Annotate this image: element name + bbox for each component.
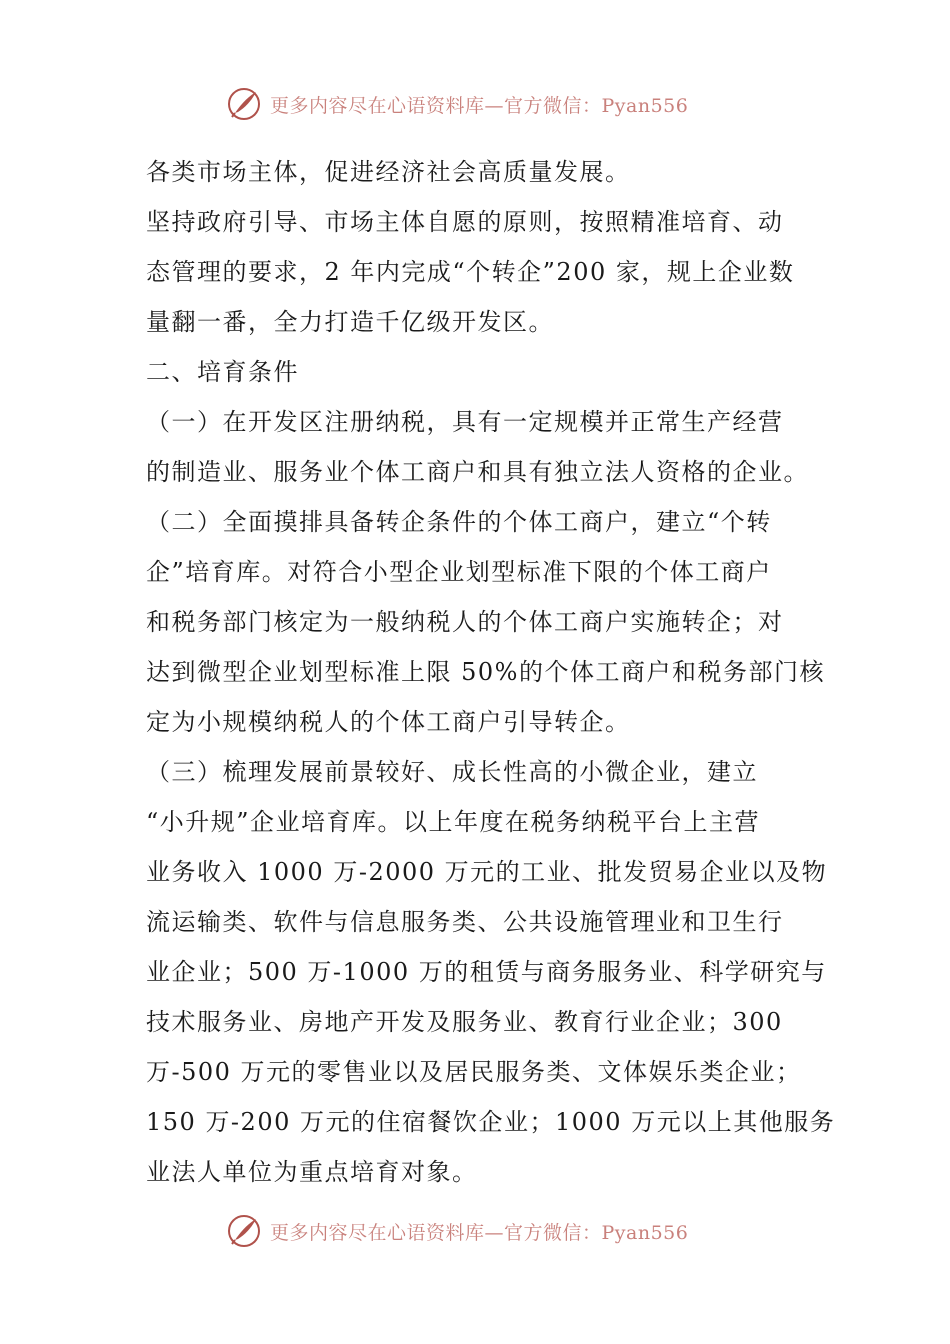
body-line: 各类市场主体，促进经济社会高质量发展。 [146,158,631,186]
body-line: 万-500 万元的零售业以及居民服务类、文体娱乐类企业； [146,1058,802,1086]
quill-pen-logo-icon [226,1213,262,1249]
footer-watermark-text: 更多内容尽在心语资料库—官方微信：Pyan556 [270,1221,689,1244]
body-line: 业务收入 1000 万-2000 万元的工业、批发贸易企业以及物 [146,858,828,886]
body-line: 态管理的要求，2 年内完成“个转企”200 家，规上企业数 [146,258,795,286]
body-line: 150 万-200 万元的住宿餐饮企业；1000 万元以上其他服务 [146,1108,836,1136]
body-line: 的制造业、服务业个体工商户和具有独立法人资格的企业。 [146,458,809,486]
body-line: 坚持政府引导、市场主体自愿的原则，按照精准培育、动 [146,208,784,236]
quill-pen-logo-icon [226,86,262,122]
body-line: 企”培育库。对符合小型企业划型标准下限的个体工商户 [146,558,772,586]
body-line: （二）全面摸排具备转企条件的个体工商户，建立“个转 [146,508,772,536]
body-line: 和税务部门核定为一般纳税人的个体工商户实施转企；对 [146,608,784,636]
body-line: 达到微型企业划型标准上限 50%的个体工商户和税务部门核 [146,658,825,686]
body-line: “小升规”企业培育库。以上年度在税务纳税平台上主营 [146,808,761,836]
body-line: 业法人单位为重点培育对象。 [146,1158,478,1186]
header-watermark-text: 更多内容尽在心语资料库—官方微信：Pyan556 [270,94,689,117]
body-line: 定为小规模纳税人的个体工商户引导转企。 [146,708,631,736]
section-heading: 二、培育条件 [146,358,299,386]
body-line: 业企业；500 万-1000 万的租赁与商务服务业、科学研究与 [146,958,827,986]
body-line: 流运输类、软件与信息服务类、公共设施管理业和卫生行 [146,908,784,936]
body-line: 技术服务业、房地产开发及服务业、教育行业企业；300 [146,1008,783,1036]
body-line: （一）在开发区注册纳税，具有一定规模并正常生产经营 [146,408,784,436]
footer-watermark-banner [226,1211,746,1251]
body-line: 量翻一番，全力打造千亿级开发区。 [146,308,554,336]
document-body [146,147,836,1197]
body-line: （三）梳理发展前景较好、成长性高的小微企业，建立 [146,758,758,786]
header-watermark-banner [226,84,746,124]
